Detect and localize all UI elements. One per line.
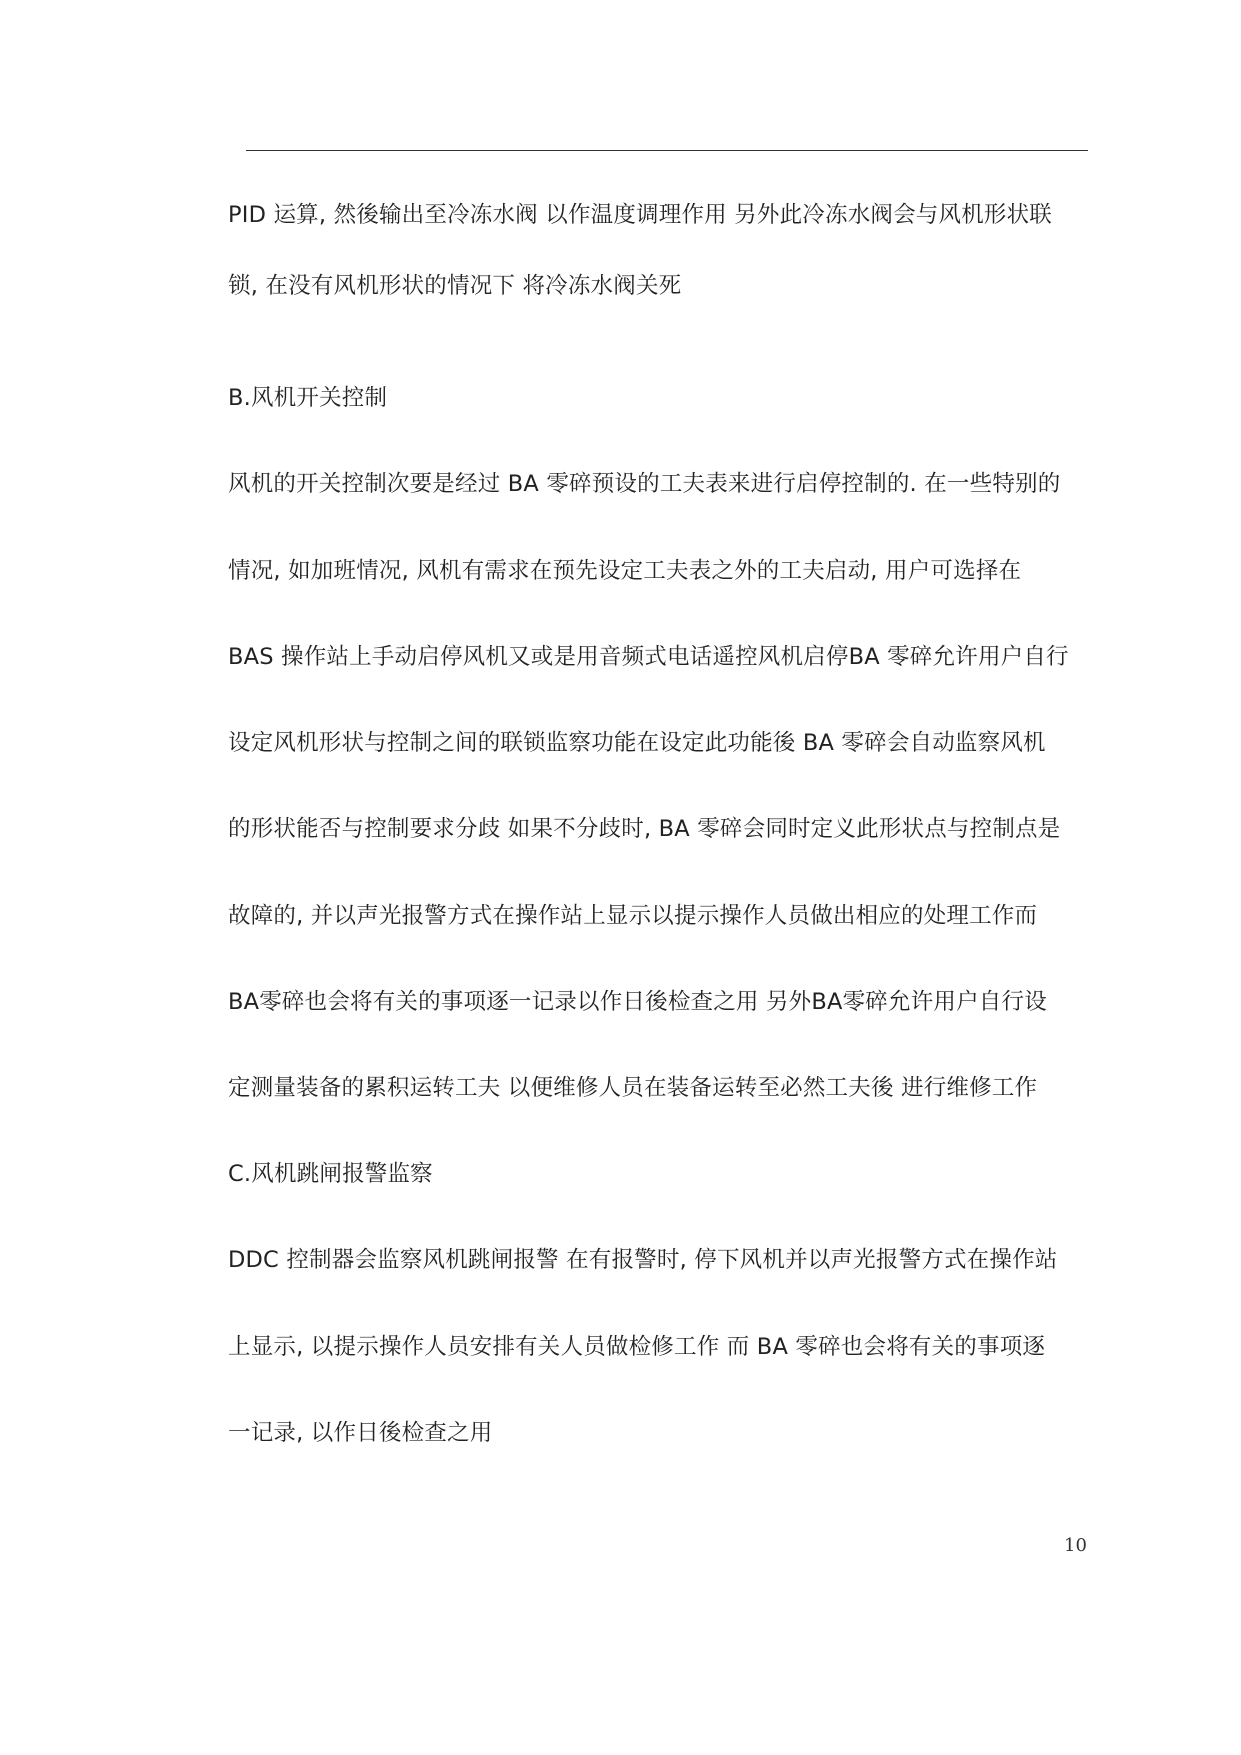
text-line-2: 锁, 在没有风机形状的情况下 将冷冻水阀关死: [228, 273, 682, 299]
text-line-9: BA零碎也会将有关的事项逐一记录以作日後检查之用 另外BA零碎允许用户自行设: [228, 989, 1047, 1015]
text-line-7: 的形状能否与控制要求分歧 如果不分歧时, BA 零碎会同时定义此形状点与控制点是: [228, 816, 1061, 842]
page-number: 10: [1064, 1535, 1087, 1556]
text-line-8: 故障的, 并以声光报警方式在操作站上显示以提示操作人员做出相应的处理工作而: [228, 903, 1038, 929]
text-line-1: PID 运算, 然後输出至冷冻水阀 以作温度调理作用 另外此冷冻水阀会与风机形状联: [228, 202, 1052, 228]
header-rule: [246, 150, 1088, 151]
text-line-3: 风机的开关控制次要是经过 BA 零碎预设的工夫表来进行启停控制的. 在一些特别的: [228, 471, 1061, 497]
text-line-13: 一记录, 以作日後检查之用: [228, 1420, 493, 1446]
text-line-12: 上显示, 以提示操作人员安排有关人员做检修工作 而 BA 零碎也会将有关的事项逐: [228, 1334, 1046, 1360]
text-line-11: DDC 控制器会监察风机跳闸报警 在有报警时, 停下风机并以声光报警方式在操作站: [228, 1247, 1058, 1273]
text-line-5: BAS 操作站上手动启停风机又或是用音频式电话遥控风机启停BA 零碎允许用户自行: [228, 644, 1069, 670]
section-heading-c: C.风机跳闸报警监察: [228, 1161, 433, 1187]
text-line-10: 定测量装备的累积运转工夫 以便维修人员在装备运转至必然工夫後 进行维修工作: [228, 1075, 1038, 1101]
section-heading-b: B.风机开关控制: [228, 385, 388, 411]
text-line-6: 设定风机形状与控制之间的联锁监察功能在设定此功能後 BA 零碎会自动监察风机: [228, 730, 1046, 756]
text-line-4: 情况, 如加班情况, 风机有需求在预先设定工夫表之外的工夫启动, 用户可选择在: [228, 558, 1022, 584]
